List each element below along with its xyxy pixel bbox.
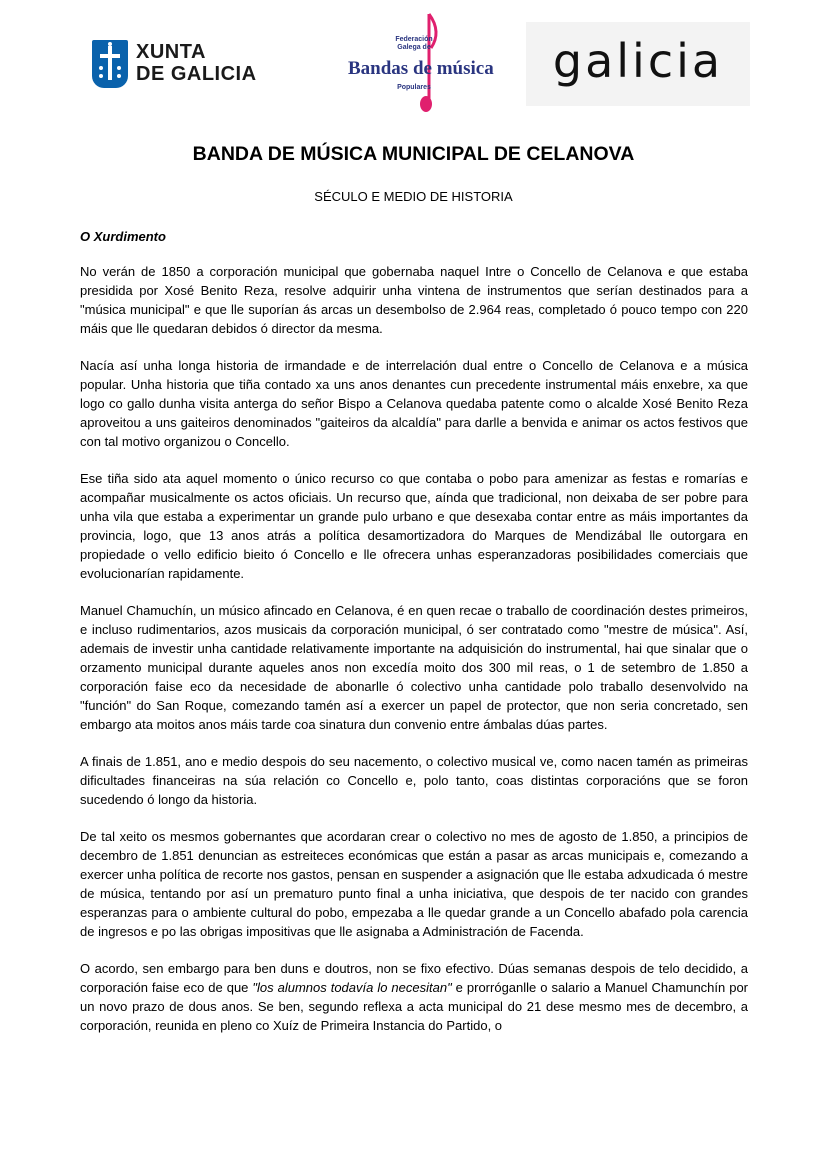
populares-text: Populares [397, 84, 431, 91]
document-title: BANDA DE MÚSICA MUNICIPAL DE CELANOVA [192, 143, 635, 165]
paragraph: Nacía así unha longa historia de irmandade e de interrelación dual entre o Concello de Celanova e a música popular. Unha historia que tiña contado xa uns anos denantes cun precedente instrumental máis enxebre, xa que logo co gallo dunha visita anterga do señor Bispo a Celanova quedaba patente como o alcalde Xosé Benito Reza aproveitou a uns gaiteiros denominados "gaiteiros da alcaldía" para darlle a benvida e animar os actos festivos que con tal motivo organizou o Concello. [80, 358, 748, 449]
document-body [80, 262, 748, 1053]
paragraph: A finais de 1.851, ano e medio despois do seu nacemento, o colectivo musical ve, como nacen tamén as primeiras dificultades financeiras na súa relación co Concello e, polo tanto, coas distintas corporacións que se foron sucedendo ó longo da historia. [80, 754, 748, 807]
xunta-logo-line1: XUNTA [136, 41, 206, 63]
xunta-logo-text [136, 41, 257, 85]
galicia-logo-text: galicia [552, 34, 724, 88]
paragraph: De tal xeito os mesmos gobernantes que acordaran crear o colectivo no mes de agosto de 1.850, a principios de decembro de 1.851 denuncian as estreiteces económicas que están a pasar as arcas municipais e, comezando a exercer unha política de recorte nos gastos, pensan en suspender a asignación que lle estaba adxudicada ó mestre de música, tentando por así un prematuro punto final a unha iniciativa, que despois de ter nacido con grandes esperanzas para o ambiente cultural do pobo, empezaba a lle quedar grande a un Concello abafado pola carencia de ingresos e po las obrigas impositivas que lle asignaba a Administración de Facenda. [80, 829, 748, 939]
federacion-text: Federación [395, 36, 433, 43]
paragraph: Manuel Chamuchín, un músico afincado en Celanova, é en quen recae o traballo de coordinación destes primeiros, e incluso rudimentarios, azos musicais da corporación municipal, ó ser contratado como "mestre de música". Así, ademais de investir unha cantidade relativamente importante na adquisición do instrumental, hai que sinalar que o orzamento municipal durante aqueles anos non excedía moito dos 300 mil reas, o 1 de setembro de 1.850 a corporación faise eco da necesidade de abonarlle ó colectivo unha cantidade polo traballo desenvolvido na "función" do San Roque, comezando tamén así a exercer un papel de protector, que non seria concretado, sen embargo ata moitos anos máis tarde coa sinatura dun convenio entre ámbalas dúas partes. [80, 603, 748, 732]
galicia-logo [526, 22, 750, 106]
section-heading: O Xurdimento [80, 229, 166, 244]
xunta-de-galicia-logo [92, 38, 257, 90]
quoted-text: "los alumnos todavía lo necesitan" [252, 980, 452, 995]
federacion-bandas-logo [348, 12, 494, 118]
xunta-logo-line2: DE GALICIA [136, 63, 257, 85]
paragraph: No verán de 1850 a corporación municipal que gobernaba naquel Intre o Concello de Celanova e que estaba presidida por Xosé Benito Reza, resolve adquirir unha vintena de instrumentos que serían destinados para a "música municipal" e que lle suporían ás arcas un desembolso de 2.964 reas, completado ó pouco tempo con 220 máis que lle quedaran debidos ó director da mesma. [80, 264, 748, 336]
paragraph: Ese tiña sido ata aquel momento o único recurso co que contaba o pobo para amenizar as festas e romarías e acompañar musicalmente os actos oficiais. Un recurso que, aínda que tradicional, non deixaba de ser pobre para unha vila que estaba a experimentar un grande pulo urbano e que desexaba contar entre as máis importantes da provincia, logo, que 13 anos atrás a política desamortizadora do Marques de Mendizábal lle outorgara en propiedade o vello edificio bieito ó Concello e lle ofrecera unhas esperanzadoras posibilidades comerciais que evolucionarían rapidamente. [80, 471, 748, 581]
xunta-shield-icon [92, 40, 128, 88]
document-subtitle: SÉCULO E MEDIO DE HISTORIA [314, 189, 513, 204]
galega-de-text: Galega de [397, 44, 431, 51]
paragraph-text: O acordo, sen embargo para ben duns e doutros, non se fixo efectivo. Dúas semanas despois de telo decidido, a corporación faise eco de que [80, 961, 748, 995]
paragraph-text: e prorróganlle o salario a Manuel Chamunchín por un novo prazo de dous anos. Se ben, segundo reflexa a acta municipal do 21 dese mesmo mes de decembro, a corporación, reunida en pleno co Xuíz de Primeira Instancia do Partido, o [80, 980, 749, 1033]
bandas-de-musica-text: Bandas de música [348, 58, 494, 79]
paragraph-last [80, 959, 748, 1035]
